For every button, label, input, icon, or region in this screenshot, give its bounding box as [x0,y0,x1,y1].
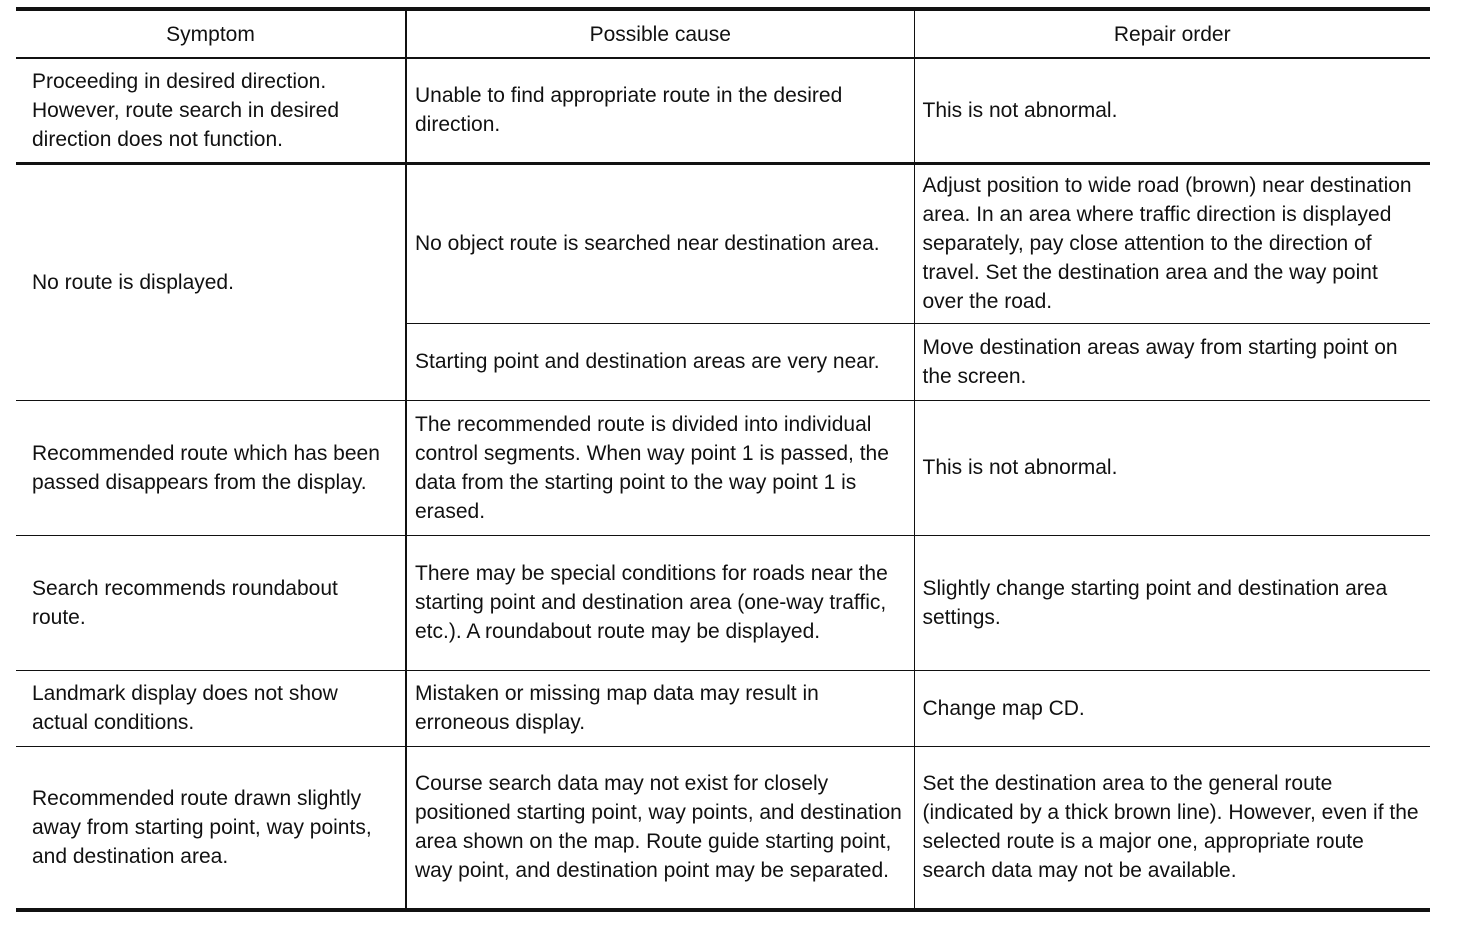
table-row [16,58,1430,163]
table-row [16,163,1430,323]
troubleshooting-table [16,7,1430,912]
table-row [16,535,1430,670]
cause-cell: The recommended route is divided into individual control segments. When way point 1 is passed, the data from the starting point to the way point 1 is erased. [406,400,914,535]
header-possible-cause: Possible cause [406,9,914,58]
header-repair-order: Repair order [914,9,1430,58]
symptom-cell: Landmark display does not show actual conditions. [16,670,406,746]
repair-cell: This is not abnormal. [914,400,1430,535]
repair-cell: Set the destination area to the general route (indicated by a thick brown line). However, even if the selected route is a major one, appropriate route search data may not be available. [914,746,1430,910]
symptom-cell: Search recommends roundabout route. [16,535,406,670]
repair-cell: Change map CD. [914,670,1430,746]
cause-cell: Course search data may not exist for closely positioned starting point, way points, and destination area shown on the map. Route guide starting point, way point, and destination point may be separated. [406,746,914,910]
repair-cell: This is not abnormal. [914,58,1430,163]
repair-cell: Move destination areas away from starting point on the screen. [914,323,1430,400]
cause-cell: Unable to find appropriate route in the desired direction. [406,58,914,163]
cause-cell: Starting point and destination areas are very near. [406,323,914,400]
repair-cell: Adjust position to wide road (brown) near destination area. In an area where traffic direction is displayed separately, pay close attention to the direction of travel. Set the destination area and the way point over the road. [914,163,1430,323]
repair-cell: Slightly change starting point and destination area settings. [914,535,1430,670]
header-row [16,9,1430,58]
table-row [16,746,1430,910]
symptom-cell: Recommended route drawn slightly away from starting point, way points, and destination area. [16,746,406,910]
header-symptom: Symptom [16,9,406,58]
symptom-cell: Proceeding in desired direction. However, route search in desired direction does not function. [16,58,406,163]
cause-cell: There may be special conditions for roads near the starting point and destination area (one-way traffic, etc.). A roundabout route may be displayed. [406,535,914,670]
table-row [16,400,1430,535]
symptom-cell: No route is displayed. [16,163,406,400]
cause-cell: Mistaken or missing map data may result in erroneous display. [406,670,914,746]
table-row [16,670,1430,746]
cause-cell: No object route is searched near destination area. [406,163,914,323]
symptom-cell: Recommended route which has been passed disappears from the display. [16,400,406,535]
